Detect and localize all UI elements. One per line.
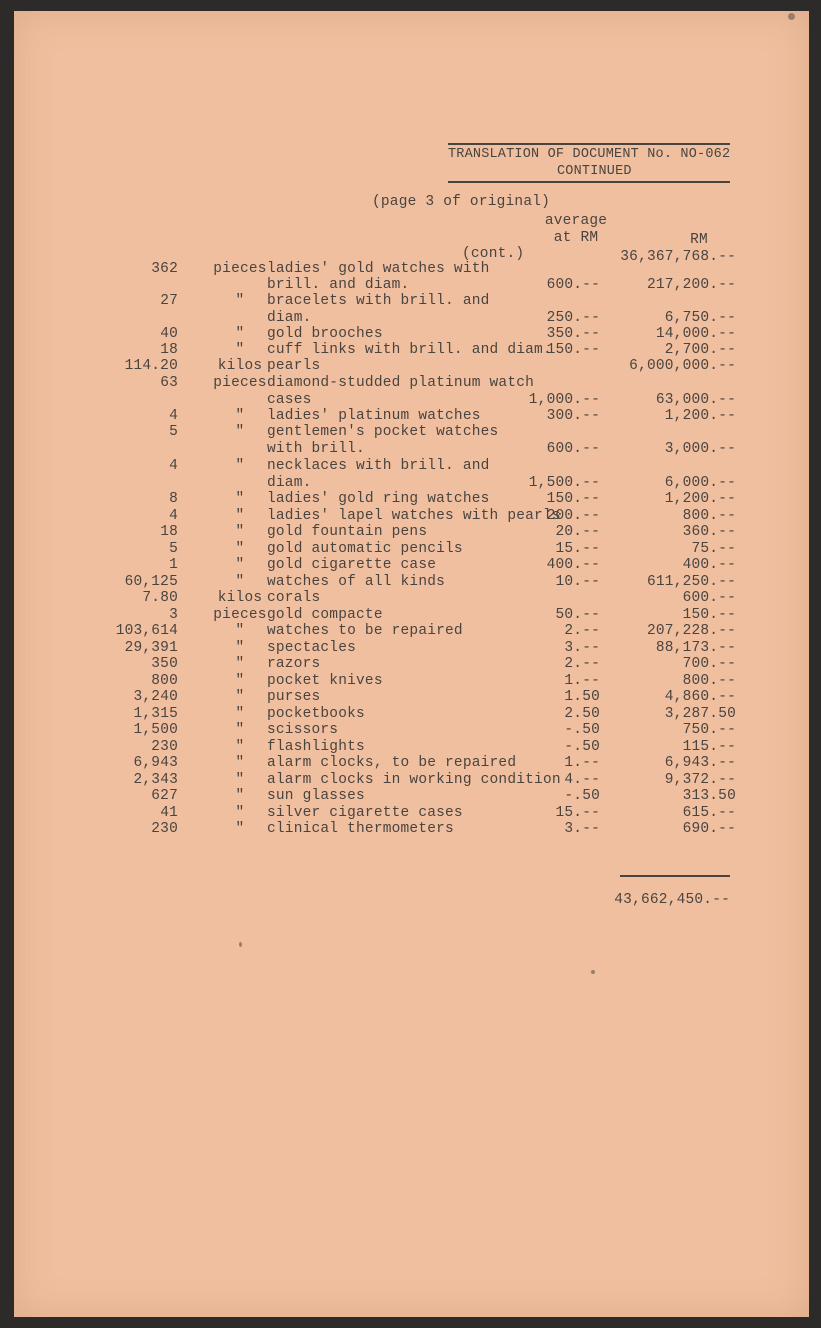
quantity-cell: 40 [160,326,178,342]
description-cell: gold compacte [267,607,383,623]
description-cell: gold fountain pens [267,524,428,540]
header-top-rule [448,143,730,145]
total-cell: 1,200.-- [664,491,736,507]
average-cell: -.50 [564,788,600,804]
grand-total: 43,662,450.-- [614,892,730,908]
quantity-cell: 4 [169,458,178,474]
description-cell: diam. [267,475,312,491]
description-cell: gold brooches [267,326,383,342]
unit-cell: " [235,623,245,639]
description-cell: sun glasses [267,788,365,804]
description-cell: bracelets with brill. and [267,293,490,309]
table-row [14,590,809,606]
description-cell: ladies' gold watches with [267,261,490,277]
average-cell: 1.-- [564,673,600,689]
unit-cell: " [235,739,245,755]
average-cell: 15.-- [555,541,600,557]
average-cell: 150.-- [546,342,600,358]
unit-cell: " [235,424,245,440]
description-cell: ladies' platinum watches [267,408,481,424]
unit-cell: " [235,524,245,540]
description-cell: cases [267,392,312,408]
total-cell: 6,000,000.-- [629,358,736,374]
table-row [14,424,809,440]
total-cell: 3,000.-- [664,441,736,457]
average-cell: 4.-- [564,772,600,788]
quantity-cell: 41 [160,805,178,821]
table-row [14,475,809,491]
description-cell: diam. [267,310,312,326]
total-cell: 700.-- [682,656,736,672]
table-row [14,574,809,590]
total-cell: 800.-- [682,673,736,689]
quantity-cell: 18 [160,524,178,540]
total-cell: 63,000.-- [655,392,736,408]
average-cell: 150.-- [546,491,600,507]
average-cell: 2.-- [564,623,600,639]
total-cell: 207,228.-- [646,623,736,639]
table-row [14,607,809,623]
table-row [14,755,809,771]
description-cell: purses [267,689,321,705]
unit-cell: " [235,408,245,424]
unit-cell: " [235,491,245,507]
punch-hole [788,13,795,20]
table-row [14,656,809,672]
paper-speck [591,970,595,974]
total-cell: 600.-- [682,590,736,606]
table-row [14,623,809,639]
unit-cell: " [235,326,245,342]
quantity-cell: 6,943 [133,755,178,771]
average-cell: 2.-- [564,656,600,672]
unit-cell: " [235,342,245,358]
quantity-cell: 2,343 [133,772,178,788]
unit-cell: " [235,508,245,524]
total-cell: 750.-- [682,722,736,738]
unit-cell: " [235,541,245,557]
table-row [14,788,809,804]
table-row [14,772,809,788]
cont-note: (cont.) [462,246,525,262]
average-cell: 400.-- [546,557,600,573]
table-row [14,689,809,705]
quantity-cell: 230 [151,821,178,837]
description-cell: alarm clocks in working condition [267,772,561,788]
average-cell: 1,500.-- [528,475,600,491]
unit-cell: " [235,293,245,309]
unit-cell: " [235,821,245,837]
description-cell: necklaces with brill. and [267,458,490,474]
quantity-cell: 800 [151,673,178,689]
total-cell: 3,287.50 [664,706,736,722]
table-row [14,557,809,573]
unit-cell: pieces [213,375,267,391]
average-cell: 10.-- [555,574,600,590]
quantity-cell: 60,125 [124,574,178,590]
unit-cell: pieces [213,261,267,277]
table-row [14,392,809,408]
table-row [14,408,809,424]
quantity-cell: 5 [169,541,178,557]
document-page [14,11,809,1317]
header-bottom-rule [448,181,730,183]
total-cell: 1,200.-- [664,408,736,424]
total-cell: 313.50 [682,788,736,804]
total-cell: 6,943.-- [664,755,736,771]
table-row [14,277,809,293]
table-row [14,524,809,540]
unit-cell: " [235,689,245,705]
average-cell: 600.-- [546,277,600,293]
table-row [14,342,809,358]
description-cell: ladies' gold ring watches [267,491,490,507]
rm-column-header: RM [690,232,708,248]
table-row [14,706,809,722]
description-cell: ladies' lapel watches with pearls [267,508,561,524]
average-cell: 1,000.-- [528,392,600,408]
unit-cell: " [235,557,245,573]
unit-cell: " [235,706,245,722]
table-row [14,508,809,524]
average-cell: 600.-- [546,441,600,457]
total-cell: 150.-- [682,607,736,623]
description-cell: watches to be repaired [267,623,463,639]
average-column-header: average [544,213,608,229]
total-cell: 690.-- [682,821,736,837]
description-cell: corals [267,590,321,606]
unit-cell: " [235,788,245,804]
quantity-cell: 5 [169,424,178,440]
description-cell: pocketbooks [267,706,365,722]
unit-cell: " [235,805,245,821]
total-cell: 400.-- [682,557,736,573]
quantity-cell: 362 [151,261,178,277]
table-row [14,358,809,374]
total-rule [620,875,730,877]
quantity-cell: 1 [169,557,178,573]
total-cell: 217,200.-- [646,277,736,293]
total-cell: 115.-- [682,739,736,755]
description-cell: alarm clocks, to be repaired [267,755,517,771]
description-cell: spectacles [267,640,357,656]
description-cell: gold cigarette case [267,557,437,573]
quantity-cell: 1,500 [133,722,178,738]
quantity-cell: 18 [160,342,178,358]
unit-cell: " [235,458,245,474]
quantity-cell: 3 [169,607,178,623]
quantity-cell: 8 [169,491,178,507]
unit-cell: kilos [217,590,263,606]
average-cell: 2.50 [564,706,600,722]
description-cell: clinical thermometers [267,821,454,837]
average-cell: 200.-- [546,508,600,524]
total-cell: 615.-- [682,805,736,821]
document-subtitle: CONTINUED [557,164,632,179]
average-cell: 20.-- [555,524,600,540]
average-cell: 350.-- [546,326,600,342]
average-cell: 3.-- [564,640,600,656]
quantity-cell: 1,315 [133,706,178,722]
average-cell: 1.50 [564,689,600,705]
unit-cell: " [235,755,245,771]
total-cell: 6,750.-- [664,310,736,326]
quantity-cell: 63 [160,375,178,391]
unit-cell: " [235,574,245,590]
document-title: TRANSLATION OF DOCUMENT No. NO-062 [448,147,731,162]
total-cell: 9,372.-- [664,772,736,788]
quantity-cell: 627 [151,788,178,804]
quantity-cell: 114.20 [124,358,178,374]
description-cell: diamond-studded platinum watch [267,375,535,391]
description-cell: flashlights [267,739,365,755]
table-row [14,458,809,474]
description-cell: with brill. [267,441,365,457]
average-cell: 3.-- [564,821,600,837]
average-cell: 300.-- [546,408,600,424]
total-cell: 360.-- [682,524,736,540]
description-cell: cuff links with brill. and diam. [267,342,552,358]
description-cell: scissors [267,722,339,738]
table-row [14,673,809,689]
table-row [14,326,809,342]
quantity-cell: 3,240 [133,689,178,705]
quantity-cell: 4 [169,508,178,524]
unit-cell: " [235,673,245,689]
average-cell: -.50 [564,739,600,755]
unit-cell: " [235,722,245,738]
description-cell: gold automatic pencils [267,541,463,557]
total-cell: 88,173.-- [655,640,736,656]
unit-cell: " [235,772,245,788]
table-row [14,805,809,821]
table-row [14,261,809,277]
unit-cell: kilos [217,358,263,374]
table-row [14,310,809,326]
total-cell: 75.-- [691,541,736,557]
average-cell: 1.-- [564,755,600,771]
total-cell: 6,000.-- [664,475,736,491]
description-cell: silver cigarette cases [267,805,463,821]
total-cell: 2,700.-- [664,342,736,358]
total-cell: 611,250.-- [646,574,736,590]
average-cell: 250.-- [546,310,600,326]
table-row [14,293,809,309]
total-cell: 800.-- [682,508,736,524]
quantity-cell: 7.80 [142,590,178,606]
description-cell: brill. and diam. [267,277,410,293]
table-row [14,739,809,755]
average-cell: 15.-- [555,805,600,821]
table-row [14,441,809,457]
total-cell: 4,860.-- [664,689,736,705]
quantity-cell: 103,614 [115,623,178,639]
unit-cell: " [235,656,245,672]
table-row [14,640,809,656]
average-cell: -.50 [564,722,600,738]
page-note: (page 3 of original) [372,194,551,210]
quantity-cell: 27 [160,293,178,309]
table-row [14,541,809,557]
table-row [14,491,809,507]
table-row [14,375,809,391]
total-cell: 14,000.-- [655,326,736,342]
at-rm-column-header: at RM [553,230,599,246]
carried-forward-total: 36,367,768.-- [620,249,736,265]
table-row [14,821,809,837]
quantity-cell: 230 [151,739,178,755]
description-cell: watches of all kinds [267,574,446,590]
quantity-cell: 4 [169,408,178,424]
average-cell: 50.-- [555,607,600,623]
unit-cell: " [235,640,245,656]
quantity-cell: 29,391 [124,640,178,656]
description-cell: razors [267,656,321,672]
description-cell: gentlemen's pocket watches [267,424,499,440]
quantity-cell: 350 [151,656,178,672]
paper-speck [239,942,242,947]
unit-cell: pieces [213,607,267,623]
description-cell: pocket knives [267,673,383,689]
table-row [14,722,809,738]
description-cell: pearls [267,358,321,374]
